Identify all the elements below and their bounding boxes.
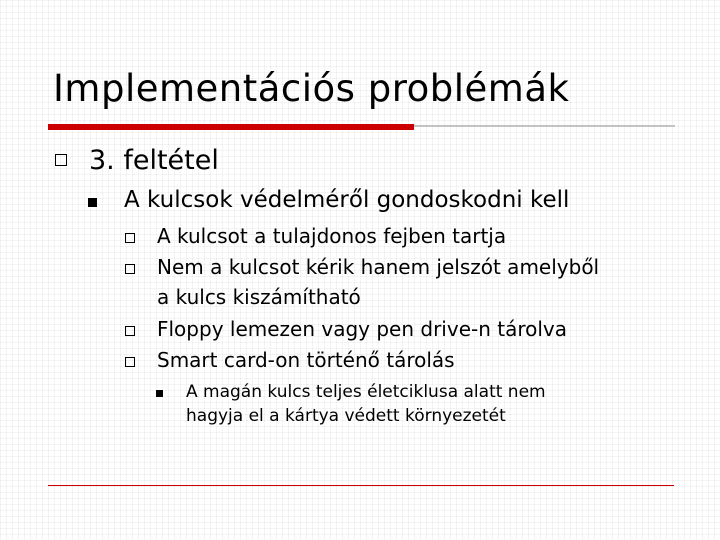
footer-rule xyxy=(48,485,674,486)
bullet-hollow-square-icon xyxy=(125,233,135,243)
bullet-level3-text-continued: a kulcs kiszámítható xyxy=(157,285,361,309)
bullet-hollow-square-icon xyxy=(125,264,135,274)
bullet-level4-text: A magán kulcs teljes életciklusa alatt nem xyxy=(186,382,546,402)
bullet-level3-text: Floppy lemezen vagy pen drive-n tárolva xyxy=(157,317,568,341)
title-underline-rule xyxy=(414,125,675,127)
bullet-hollow-square-icon xyxy=(125,357,135,367)
bullet-filled-square-icon xyxy=(88,198,97,207)
bullet-filled-square-icon xyxy=(156,390,163,397)
bullet-level2-text: A kulcsok védelméről gondoskodni kell xyxy=(124,187,570,213)
bullet-hollow-square-icon xyxy=(55,154,67,166)
bullet-level3-text: Nem a kulcsot kérik hanem jelszót amelyből xyxy=(157,255,600,279)
bullet-level3-text: A kulcsot a tulajdonos fejben tartja xyxy=(157,224,507,248)
title-underline-accent xyxy=(48,124,414,130)
slide-title: Implementációs problémák xyxy=(53,67,570,110)
bullet-level1-text: 3. feltétel xyxy=(89,145,219,176)
bullet-hollow-square-icon xyxy=(125,326,135,336)
bullet-level3-text: Smart card-on történő tárolás xyxy=(157,348,455,372)
bullet-level4-text-continued: hagyja el a kártya védett környezetét xyxy=(186,406,506,426)
